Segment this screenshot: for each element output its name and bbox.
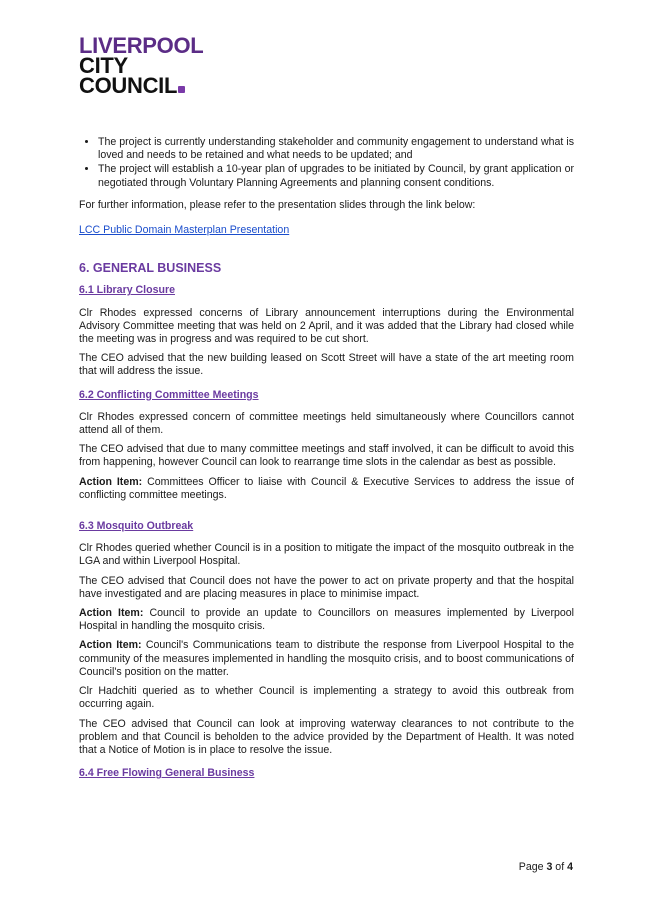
paragraph: Clr Rhodes expressed concern of committee meetings held simultaneously where Councillors cannot attend all of them. [79, 410, 574, 437]
page-of-label: of [552, 861, 568, 873]
logo-line-city: CITY [79, 53, 128, 78]
action-item-label: Action Item: [79, 607, 144, 620]
further-info-text: For further information, please refer to the presentation slides through the link below: [79, 198, 476, 211]
document-body [79, 136, 574, 789]
presentation-link[interactable]: LCC Public Domain Masterplan Presentation [79, 224, 290, 237]
paragraph: The CEO advised that the new building leased on Scott Street will have a state of the art meeting room that will address the issue. [79, 352, 574, 378]
logo-line-liverpool: LIVERPOOL [79, 33, 204, 58]
paragraph: Clr Rhodes expressed concerns of Library announcement interruptions during the Environmental Advisory Committee meeting that was held on 2 April, and it was added that the Library had closed while the meeting was in progress and was required to be cut short. [79, 306, 574, 346]
action-item-label: Action Item: [79, 475, 143, 488]
paragraph: Clr Hadchiti queried as to whether Council is implementing a strategy to avoid this outbreak from occurring again. [79, 685, 574, 711]
action-item-text: Council to provide an update to Councillors on measures implemented by Liverpool Hospital in handling the mosquito crisis. [79, 607, 574, 633]
bullet-item: • The project will establish a 10-year plan of upgrades to be initiated by Council, by grant application or negotiated through Voluntary Planning Agreements and planning consent conditions. [98, 163, 574, 189]
action-item [79, 639, 574, 679]
page-label: Page [518, 861, 547, 873]
page-total: 4 [567, 861, 573, 873]
paragraph: The CEO advised that Council can look at improving waterway clearances to not contribute to the problem and that Council is beholden to the advice provided by the Department of Health. It was noted that a Notice of Motion is in place to resolve the issue. [79, 717, 574, 756]
bullet-list [79, 136, 574, 190]
paragraph: The CEO advised that due to many committee meetings and staff involved, it can be difficult to avoid this from happening, however Council can look to rearrange time slots in the calendar as best as possible. [79, 443, 574, 469]
page-current: 3 [546, 861, 553, 873]
bullet-item: • The project is currently understanding stakeholder and community engagement to understand what is loved and needs to be retained and what needs to be updated; and [98, 136, 574, 162]
action-item-label: Action Item: [79, 639, 142, 652]
logo-line-council: COUNCIL [79, 73, 178, 98]
action-item-text: Council's Communications team to distribute the response from Liverpool Hospital to the community of the measures implemented in handling the mosquito crisis, and to boost communications of Council's position on the matter. [79, 639, 574, 678]
heading-free-flowing-business: 6.4 Free Flowing General Business [79, 767, 255, 780]
action-item-text: Committees Officer to liaise with Council & Executive Services to address the issue of conflicting committee meetings. [79, 475, 574, 501]
council-logo [79, 33, 204, 98]
heading-mosquito-outbreak: 6.3 Mosquito Outbreak [79, 520, 194, 533]
action-item [79, 607, 574, 633]
heading-library-closure: 6.1 Library Closure [79, 284, 175, 297]
logo-line-council-wrap [79, 73, 203, 98]
section-title-general-business: 6. GENERAL BUSINESS [79, 261, 222, 276]
heading-conflicting-meetings: 6.2 Conflicting Committee Meetings [79, 388, 259, 401]
paragraph: The CEO advised that Council does not have the power to act on private property and that the hospital have investigated and are placing measures in place to minimise impact. [79, 574, 574, 600]
action-item [79, 476, 574, 502]
paragraph: Clr Rhodes queried whether Council is in a position to mitigate the impact of the mosquito outbreak in the LGA and within Liverpool Hospital. [79, 542, 574, 568]
page-number [519, 861, 573, 873]
logo-speech-bubble-icon [178, 86, 185, 93]
